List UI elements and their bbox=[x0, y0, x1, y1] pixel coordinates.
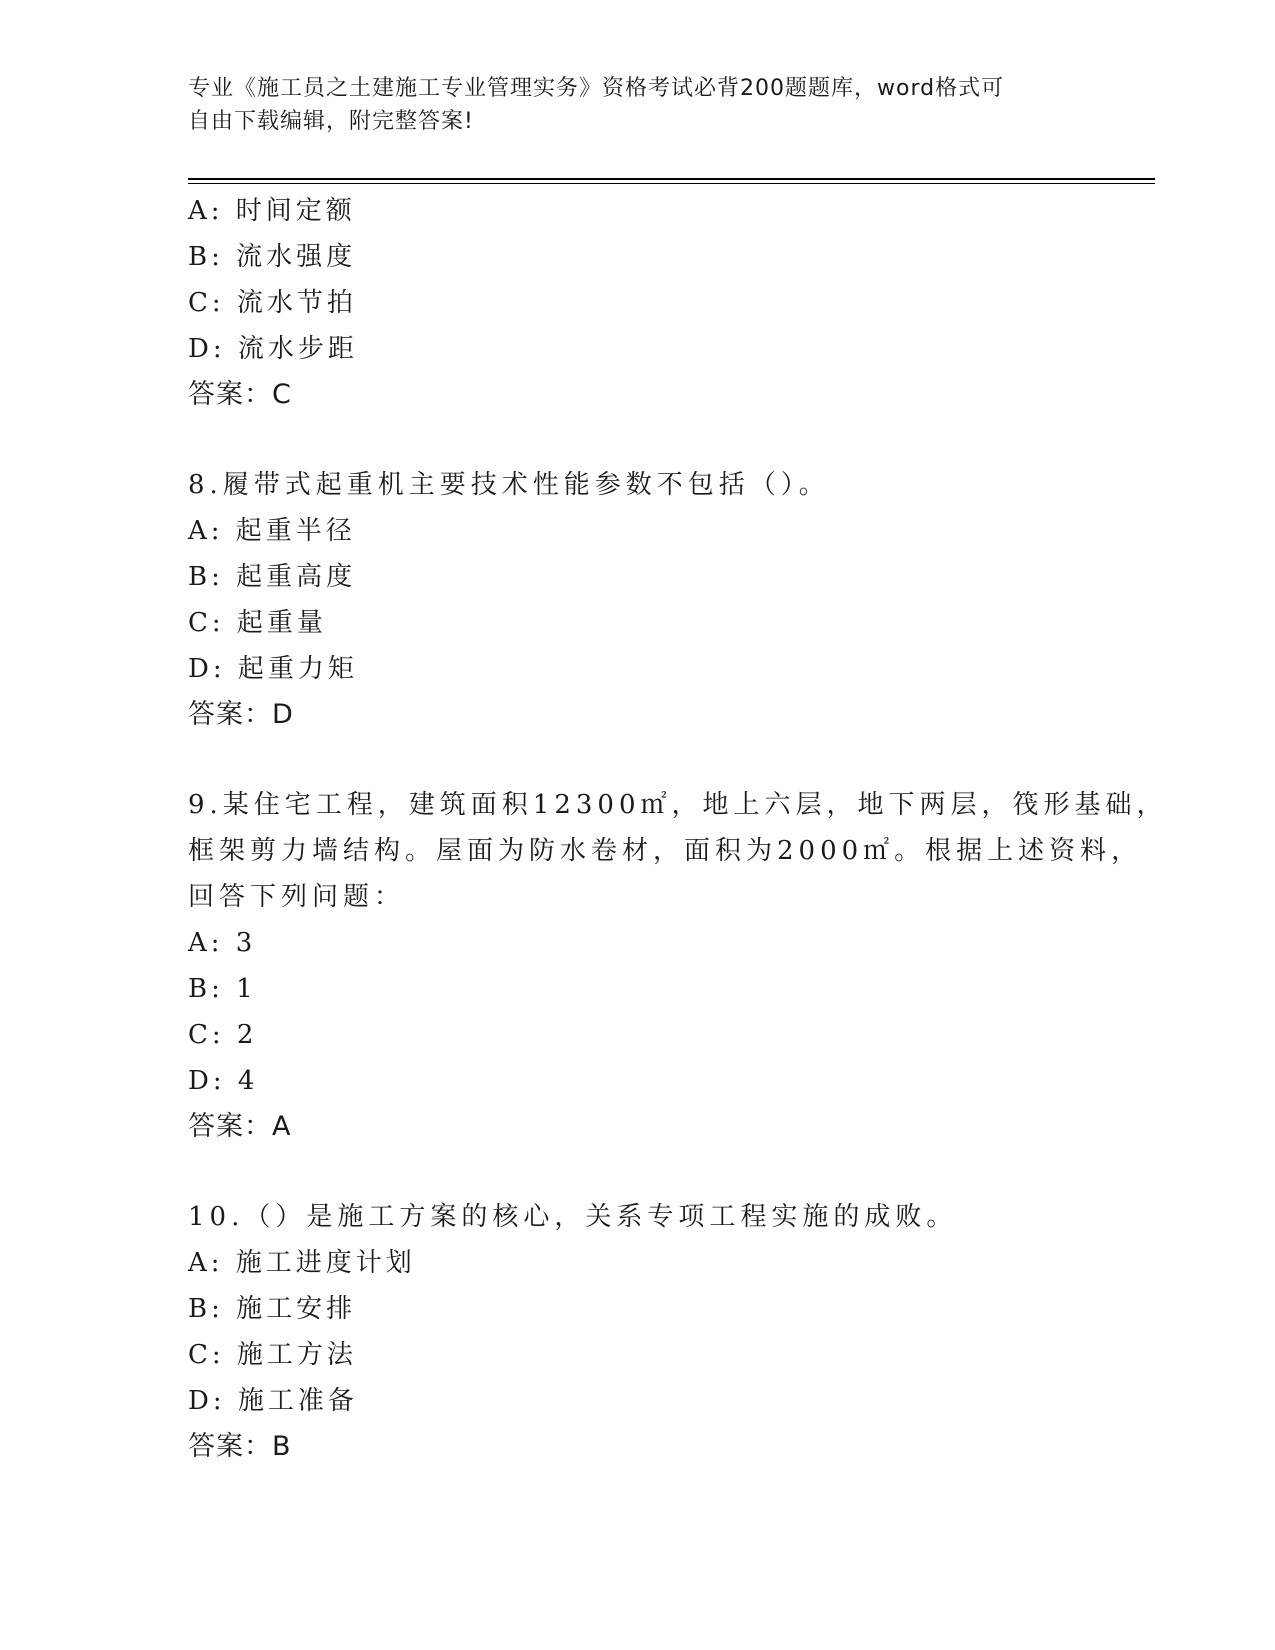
question-text bbox=[188, 1194, 1088, 1240]
option-c: C: 施工方法 bbox=[188, 1340, 357, 1370]
question-list bbox=[188, 188, 1168, 1470]
question-text-line: 10.（）是施工方案的核心，关系专项工程实施的成败。 bbox=[188, 1202, 958, 1232]
option-a: A: 时间定额 bbox=[188, 196, 356, 226]
question-text bbox=[188, 782, 1168, 920]
option-d: D: 施工准备 bbox=[188, 1386, 358, 1416]
option-c: C: 流水节拍 bbox=[188, 288, 357, 318]
header-title-line-1: 专业《施工员之土建施工专业管理实务》资格考试必背200题题库，word格式可 bbox=[188, 76, 1005, 101]
question-text-line: 8.履带式起重机主要技术性能参数不包括（）。 bbox=[188, 470, 830, 500]
question-block-8 bbox=[188, 462, 1088, 738]
option-a: A: 3 bbox=[188, 928, 257, 958]
option-c: C: 起重量 bbox=[188, 608, 327, 638]
question-text-line: 回答下列问题： bbox=[188, 882, 406, 912]
question-block-9 bbox=[188, 782, 1168, 1150]
answer-line: 答案：D bbox=[188, 699, 294, 730]
answer-line: 答案：B bbox=[188, 1431, 292, 1462]
option-a: A: 施工进度计划 bbox=[188, 1248, 416, 1278]
question-block-10 bbox=[188, 1194, 1088, 1470]
option-b: B: 施工安排 bbox=[188, 1294, 357, 1324]
option-b: B: 起重高度 bbox=[188, 562, 357, 592]
option-d: D: 起重力矩 bbox=[188, 654, 358, 684]
header-title-line-2: 自由下载编辑，附完整答案! bbox=[188, 109, 474, 134]
option-a: A: 起重半径 bbox=[188, 516, 356, 546]
header-divider bbox=[188, 178, 1155, 184]
option-b: B: 1 bbox=[188, 974, 257, 1004]
option-d: D: 流水步距 bbox=[188, 334, 358, 364]
option-b: B: 流水强度 bbox=[188, 242, 357, 272]
question-text-line: 9.某住宅工程，建筑面积12300㎡，地上六层，地下两层，筏形基础， bbox=[188, 790, 1168, 820]
question-text bbox=[188, 462, 1088, 508]
answer-line: 答案：A bbox=[188, 1111, 292, 1142]
question-block-7 bbox=[188, 188, 1088, 418]
question-text-line: 框架剪力墙结构。屋面为防水卷材，面积为2000㎡。根据上述资料， bbox=[188, 836, 1143, 866]
document-header bbox=[188, 72, 1088, 138]
answer-line: 答案：C bbox=[188, 379, 292, 410]
option-d: D: 4 bbox=[188, 1066, 259, 1096]
option-c: C: 2 bbox=[188, 1020, 258, 1050]
